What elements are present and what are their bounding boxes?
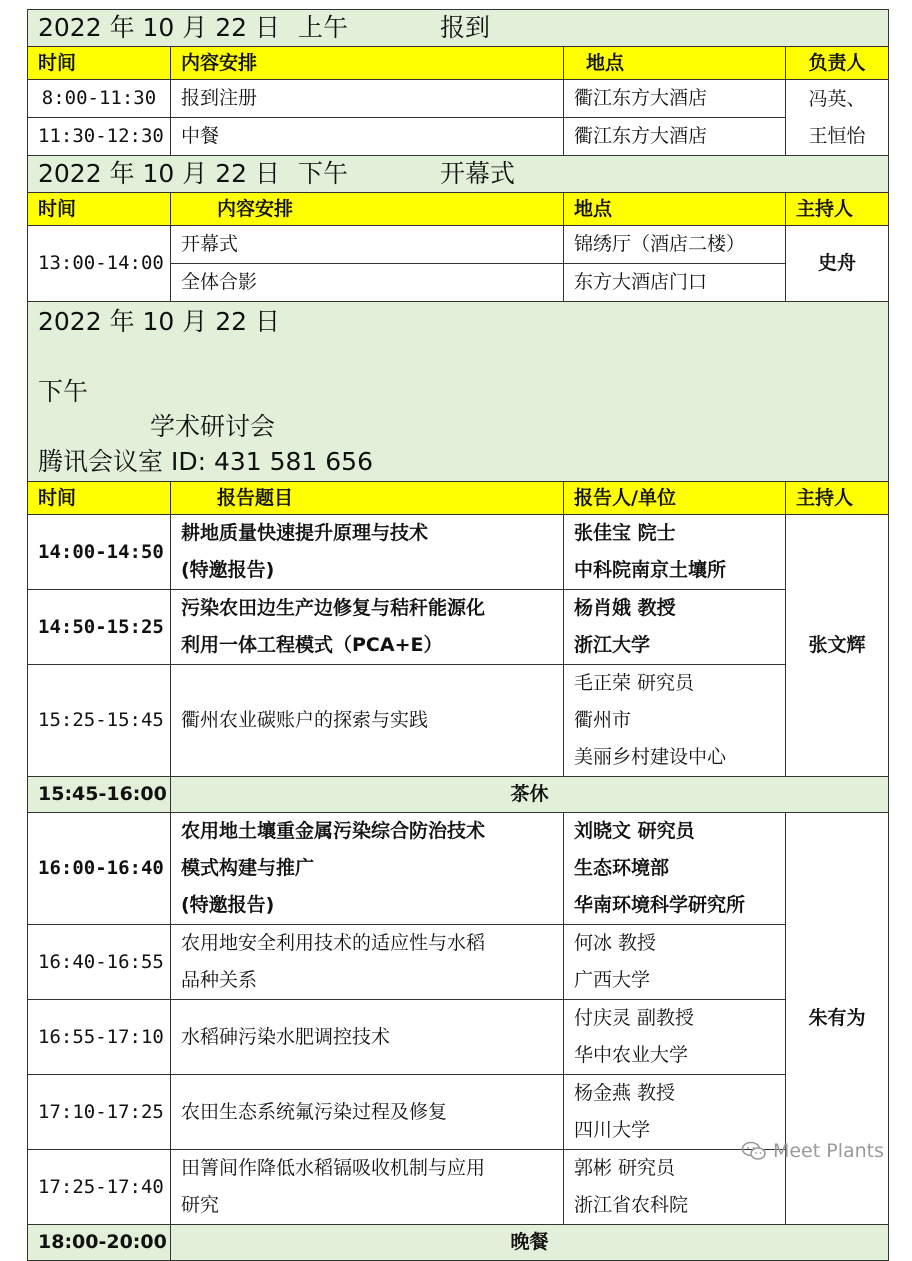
row-topic: 农田生态系统氟污染过程及修复 bbox=[171, 1075, 564, 1150]
table-row bbox=[28, 1075, 889, 1150]
speaker-line: 生态环境部 bbox=[574, 857, 670, 879]
speaker-line: 浙江大学 bbox=[574, 634, 651, 656]
section-header-symposium bbox=[28, 302, 889, 482]
topic-line: 品种关系 bbox=[181, 969, 258, 991]
topic-line: 污染农田边生产边修复与秸秆能源化 bbox=[181, 597, 486, 619]
host-name: 张文辉 bbox=[786, 515, 889, 777]
owner-name: 冯英、 bbox=[808, 87, 866, 110]
col-header-time: 时间 bbox=[28, 47, 171, 80]
col-header-time: 时间 bbox=[28, 193, 171, 226]
row-time: 16:00-16:40 bbox=[28, 813, 171, 925]
row-place: 锦绣厅（酒店二楼） bbox=[564, 226, 786, 264]
speaker-line: 郭彬 研究员 bbox=[574, 1157, 676, 1179]
row-time: 13:00-14:00 bbox=[28, 226, 171, 302]
row-content: 报到注册 bbox=[171, 80, 564, 118]
speaker-line: 付庆灵 副教授 bbox=[574, 1007, 695, 1029]
table-row bbox=[28, 925, 889, 1000]
table-row bbox=[28, 515, 889, 590]
host-name: 史舟 bbox=[786, 226, 889, 302]
table-row bbox=[28, 813, 889, 925]
section-date: 2022 年 10 月 22 日 bbox=[38, 307, 280, 336]
row-topic bbox=[171, 590, 564, 665]
table-row bbox=[28, 226, 889, 264]
row-time: 16:40-16:55 bbox=[28, 925, 171, 1000]
row-place: 东方大酒店门口 bbox=[564, 264, 786, 302]
section-title: 学术研讨会 bbox=[150, 412, 276, 441]
speaker-line: 何冰 教授 bbox=[574, 932, 657, 954]
row-time: 15:25-15:45 bbox=[28, 665, 171, 777]
speaker-line: 张佳宝 院士 bbox=[574, 522, 676, 544]
speaker-line: 毛正荣 研究员 bbox=[574, 672, 695, 694]
section-date: 2022 年 10 月 22 日 bbox=[38, 159, 280, 188]
tea-break-row bbox=[28, 777, 889, 813]
row-time: 14:00-14:50 bbox=[28, 515, 171, 590]
col-header-topic: 报告题目 bbox=[171, 482, 564, 515]
row-time: 11:30-12:30 bbox=[28, 118, 171, 156]
topic-line: (特邀报告) bbox=[181, 894, 275, 916]
speaker-line: 华南环境科学研究所 bbox=[574, 894, 746, 916]
wechat-icon bbox=[741, 1141, 767, 1161]
speaker-line: 衢州市 bbox=[574, 709, 632, 731]
row-content: 中餐 bbox=[171, 118, 564, 156]
topic-line: 模式构建与推广 bbox=[181, 857, 315, 879]
table-row bbox=[28, 1000, 889, 1075]
watermark-text: Meet Plants bbox=[772, 1140, 884, 1162]
row-speaker bbox=[564, 665, 786, 777]
row-time: 14:50-15:25 bbox=[28, 590, 171, 665]
row-speaker bbox=[564, 813, 786, 925]
dinner-label: 晚餐 bbox=[171, 1225, 889, 1261]
row-place: 衢江东方大酒店 bbox=[564, 80, 786, 118]
column-header-row bbox=[28, 482, 889, 515]
section-date: 2022 年 10 月 22 日 bbox=[38, 13, 280, 42]
section-title: 开幕式 bbox=[440, 159, 516, 188]
owner-name: 王恒怡 bbox=[808, 124, 866, 147]
column-header-row bbox=[28, 47, 889, 80]
col-header-host: 主持人 bbox=[786, 193, 889, 226]
row-speaker bbox=[564, 590, 786, 665]
speaker-line: 四川大学 bbox=[574, 1119, 651, 1141]
col-header-place: 地点 bbox=[564, 193, 786, 226]
break-time: 15:45-16:00 bbox=[28, 777, 171, 813]
topic-line: 农用地土壤重金属污染综合防治技术 bbox=[181, 820, 486, 842]
row-topic: 水稻砷污染水肥调控技术 bbox=[171, 1000, 564, 1075]
speaker-line: 中科院南京土壤所 bbox=[574, 559, 727, 581]
col-header-content: 内容安排 bbox=[171, 47, 564, 80]
table-row bbox=[28, 590, 889, 665]
row-topic bbox=[171, 1150, 564, 1225]
speaker-line: 广西大学 bbox=[574, 969, 651, 991]
table-row bbox=[28, 665, 889, 777]
speaker-line: 杨金燕 教授 bbox=[574, 1082, 676, 1104]
row-topic bbox=[171, 515, 564, 590]
break-label: 茶休 bbox=[171, 777, 889, 813]
speaker-line: 杨肖娥 教授 bbox=[574, 597, 676, 619]
speaker-line: 华中农业大学 bbox=[574, 1044, 689, 1066]
section-title: 报到 bbox=[440, 13, 491, 42]
speaker-line: 美丽乡村建设中心 bbox=[574, 746, 727, 768]
row-topic: 衢州农业碳账户的探索与实践 bbox=[171, 665, 564, 777]
topic-line: (特邀报告) bbox=[181, 559, 275, 581]
row-time: 17:10-17:25 bbox=[28, 1075, 171, 1150]
meeting-id: 腾讯会议室 ID: 431 581 656 bbox=[38, 447, 373, 476]
topic-line: 农用地安全利用技术的适应性与水稻 bbox=[181, 932, 486, 954]
owner-cell bbox=[786, 80, 889, 156]
dinner-row bbox=[28, 1225, 889, 1261]
speaker-line: 刘晓文 研究员 bbox=[574, 820, 695, 842]
row-topic bbox=[171, 813, 564, 925]
col-header-content: 内容安排 bbox=[171, 193, 564, 226]
table-row bbox=[28, 80, 889, 118]
dinner-time: 18:00-20:00 bbox=[28, 1225, 171, 1261]
row-content: 全体合影 bbox=[171, 264, 564, 302]
topic-line: 耕地质量快速提升原理与技术 bbox=[181, 522, 429, 544]
row-speaker bbox=[564, 515, 786, 590]
section-period: 下午 bbox=[297, 159, 348, 188]
schedule-table bbox=[27, 9, 889, 1261]
row-time: 17:25-17:40 bbox=[28, 1150, 171, 1225]
row-topic bbox=[171, 925, 564, 1000]
topic-line: 利用一体工程模式（PCA+E） bbox=[181, 634, 443, 656]
col-header-owner: 负责人 bbox=[786, 47, 889, 80]
section-period: 上午 bbox=[297, 13, 348, 42]
row-speaker bbox=[564, 1075, 786, 1150]
speaker-line: 浙江省农科院 bbox=[574, 1194, 689, 1216]
column-header-row bbox=[28, 193, 889, 226]
col-header-host: 主持人 bbox=[786, 482, 889, 515]
row-speaker bbox=[564, 925, 786, 1000]
row-content: 开幕式 bbox=[171, 226, 564, 264]
topic-line: 田箐间作降低水稻镉吸收机制与应用 bbox=[181, 1157, 486, 1179]
table-row bbox=[28, 118, 889, 156]
host-name: 朱有为 bbox=[786, 813, 889, 1225]
row-speaker bbox=[564, 1000, 786, 1075]
topic-line: 研究 bbox=[181, 1194, 220, 1216]
watermark bbox=[741, 1140, 884, 1162]
section-header-registration bbox=[28, 10, 889, 47]
col-header-speaker: 报告人/单位 bbox=[564, 482, 786, 515]
section-title-line bbox=[38, 304, 878, 444]
section-period: 下午 bbox=[38, 377, 89, 406]
row-time: 16:55-17:10 bbox=[28, 1000, 171, 1075]
row-time: 8:00-11:30 bbox=[28, 80, 171, 118]
col-header-place: 地点 bbox=[564, 47, 786, 80]
col-header-time: 时间 bbox=[28, 482, 171, 515]
row-place: 衢江东方大酒店 bbox=[564, 118, 786, 156]
section-header-opening bbox=[28, 156, 889, 193]
